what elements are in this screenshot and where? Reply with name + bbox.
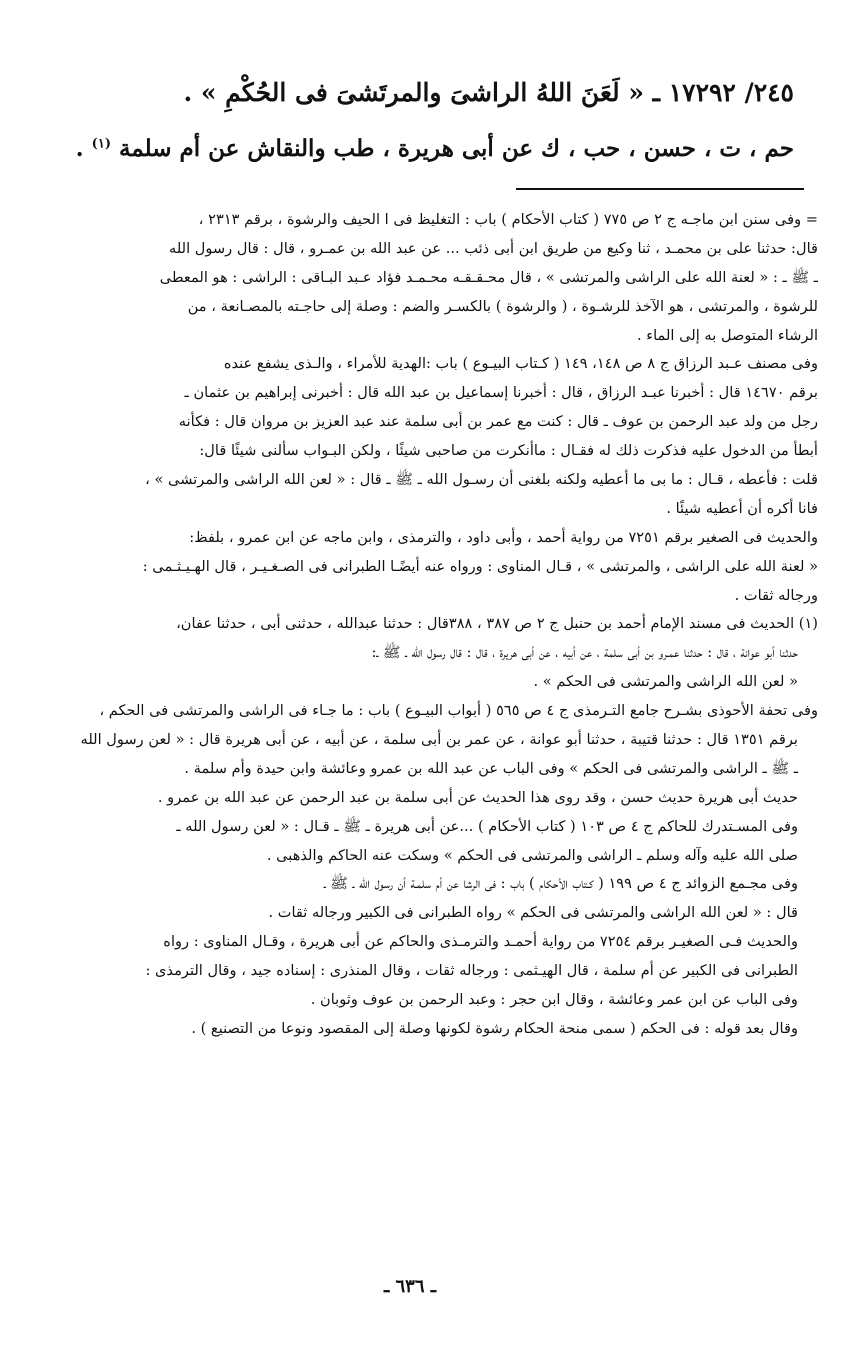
- hadith-heading: [64, 78, 794, 107]
- footnote-separator-rule: [516, 188, 804, 190]
- footnote-line: والحديث فـى الصغيـر برقم ٧٢٥٤ من رواية أحمـد والترمـذى والحاكم عن أبى هريرة ، وقـال المناوى : رواه: [163, 933, 798, 951]
- footnote-line: للرشوة ، والمرتشى ، هو الآخذ للرشـوة ، ( والرشوة ) بالكسـر والضم : وصلة إلى حاجـته بالمصـانعة ، من: [187, 297, 818, 315]
- footnote-line: حدثنا أبو عوانة ، قال : حدثنا عمـرو بن أبى سلمة ، عن أبيه ، عن أبى هريرة ، قال : قال رسول الله ـ ﷺ ـ:: [371, 644, 798, 662]
- footnote-line: برقم ١٣٥١ قال : حدثنا قتيبة ، حدثنا أبو عوانة ، عن عمر بن أبى سلمة ، عن أبيه ، عن أبى هريرة قال : « لعن رسول الله: [80, 731, 798, 749]
- footnotes-body: [46, 206, 818, 1044]
- footnote-line: الطبرانى فى الكبير عن أم سلمة ، قال الهيـثمى : ورجاله ثقات ، وقال المنذرى : إسناده جيد ، وقال الترمذى :: [145, 962, 798, 980]
- footnote-line: وفى تحفة الأحوذى بشـرح جامع التـرمذى ج ٤ ص ٥٦٥ ( أبواب البيـوع ) باب : ما جـاء فى الراشى والمرتشى فى الحكم ،: [99, 702, 818, 720]
- footnote-line: أبطأ من الدخول عليه فذكرت ذلك له فقـال : ماأنكرت من صاحبى شيئًا ، ولكن البـواب سألنى شيئًا قال:: [199, 442, 818, 460]
- hadith-sources-end: .: [75, 135, 84, 162]
- footnote-line: قال: حدثنا على بن محمـد ، ثنا وكيع من طريق ابن أبى ذئب ... عن عبد الله بن عمـرو ، قال : قال رسول الله: [169, 239, 818, 257]
- footnote-line: صلى الله عليه وآله وسلم ـ الراشى والمرتشى فى الحكم » وسكت عنه الحاكم والذهبى .: [266, 846, 798, 864]
- footnote-marker: (١): [91, 136, 111, 152]
- footnote-line: ورجاله ثقات .: [734, 586, 818, 604]
- hadith-title: ٢٤٥/ ١٧٢٩٢ ـ « لَعَنَ اللهُ الراشىَ والمرتَشىَ فى الحُكْمِ » .: [183, 78, 794, 107]
- footnote-line: « لعن الله الراشى والمرتشى فى الحكم » .: [533, 673, 798, 691]
- footnote-line: وفى مصنف عـبد الرزاق ج ٨ ص ١٤٨، ١٤٩ ( كـتاب البيـوع ) باب :الهدية للأمراء ، والـذى يشفع عنده: [223, 355, 818, 373]
- footnote-line: وفى مجـمع الزوائد ج ٤ ص ١٩٩ ( كـتاب الأحكام ) باب : فى الرشا عن أم سلمـة أن رسول الله ـ ﷺ ـ: [323, 875, 798, 893]
- footnote-line: قلت : فأعطه ، قـال : ما بى ما أعطيه ولكنه بلغنى أن رسـول الله ـ ﷺ ـ قال : « لعن الله الراشى والمرتشى » ،: [145, 471, 818, 489]
- footnote-line: وفى المسـتدرك للحاكم ج ٤ ص ١٠٣ ( كتاب الأحكام ) ...عن أبى هريرة ـ ﷺ ـ قـال : « لعن رسول الله ـ: [176, 817, 798, 835]
- footnote-line: وقال بعد قوله : فى الحكم ( سمى منحة الحكام رشوة لكونها وصلة إلى المقصود ونوعا من التصنيع ) .: [191, 1019, 798, 1037]
- footnote-line: = وفى سنن ابن ماجـه ج ٢ ص ٧٧٥ ( كتاب الأحكام ) باب : التغليظ فى ا الحيف والرشوة ، برقم ٢٣١٣ ،: [198, 211, 818, 228]
- footnote-line: ـ ﷺ ـ : « لعنة الله على الراشى والمرتشى » ، قال محـقـقـه محـمـد فؤاد عـبد البـاقى : الراشى : هو المعطى: [159, 268, 818, 286]
- footnote-line: رجل من ولد عبد الرحمن بن عوف ـ قال : كنت مع عمر بن أبى سلمة عند عبد العزيز بن مروان قال : فكأنه: [178, 413, 818, 431]
- footnote-line: قال : « لعن الله الراشى والمرتشى فى الحكم » رواه الطبرانى فى الكبير ورجاله ثقات .: [268, 904, 798, 922]
- hadith-sources-text: حم ، ت ، حسن ، حب ، ك عن أبى هريرة ، طب والنقاش عن أم سلمة: [118, 135, 794, 162]
- footnote-line: حديث أبى هريرة حديث حسن ، وقد روى هذا الحديث عن أبى سلمة بن عبد الرحمن عن عبد الله بن عمرو .: [157, 788, 798, 806]
- footnote-line: فانا أكره أن أعطيه شيئًا .: [666, 499, 818, 517]
- footnote-line: « لعنة الله على الراشى ، والمرتشى » ، قـال المناوى : ورواه عنه أيضًـا الطبرانى فى الصـغـيـر ، قال الهـيـثـمى :: [142, 557, 818, 575]
- footnote-line: (١) الحديث فى مسند الإمام أحمد بن حنبل ج ٢ ص ٣٨٧ ، ٣٨٨قال : حدثنا عبدالله ، حدثنى أبى ، حدثنا عفان،: [176, 615, 818, 633]
- footnote-line: والحديث فى الصغير برقم ٧٢٥١ من رواية أحمد ، وأبى داود ، والترمذى ، وابن ماجه عن ابن عمرو ، بلفظ:: [189, 528, 818, 546]
- footnote-line: الرشاء المتوصل به إلى الماء .: [636, 326, 818, 344]
- page-number: ـ ٦٣٦ ـ: [383, 1276, 437, 1297]
- footnote-line: وفى الباب عن ابن عمر وعائشة ، وقال ابن حجر : وعبد الرحمن بن عوف وثوبان .: [310, 991, 798, 1009]
- footnote-line: برقم ١٤٦٧٠ قال : أخبرنا عبـد الرزاق ، قال : أخبرنا إسماعيل بن عبد الله قال : أخبرنى إبراهيم بن عثمان ـ: [184, 384, 818, 402]
- hadith-sources: [64, 135, 794, 162]
- footnote-line: ـ ﷺ ـ الراشى والمرتشى فى الحكم » وفى الباب عن عبد الله بن عمرو وعائشة وابن حيدة وأم سلمة .: [184, 759, 798, 777]
